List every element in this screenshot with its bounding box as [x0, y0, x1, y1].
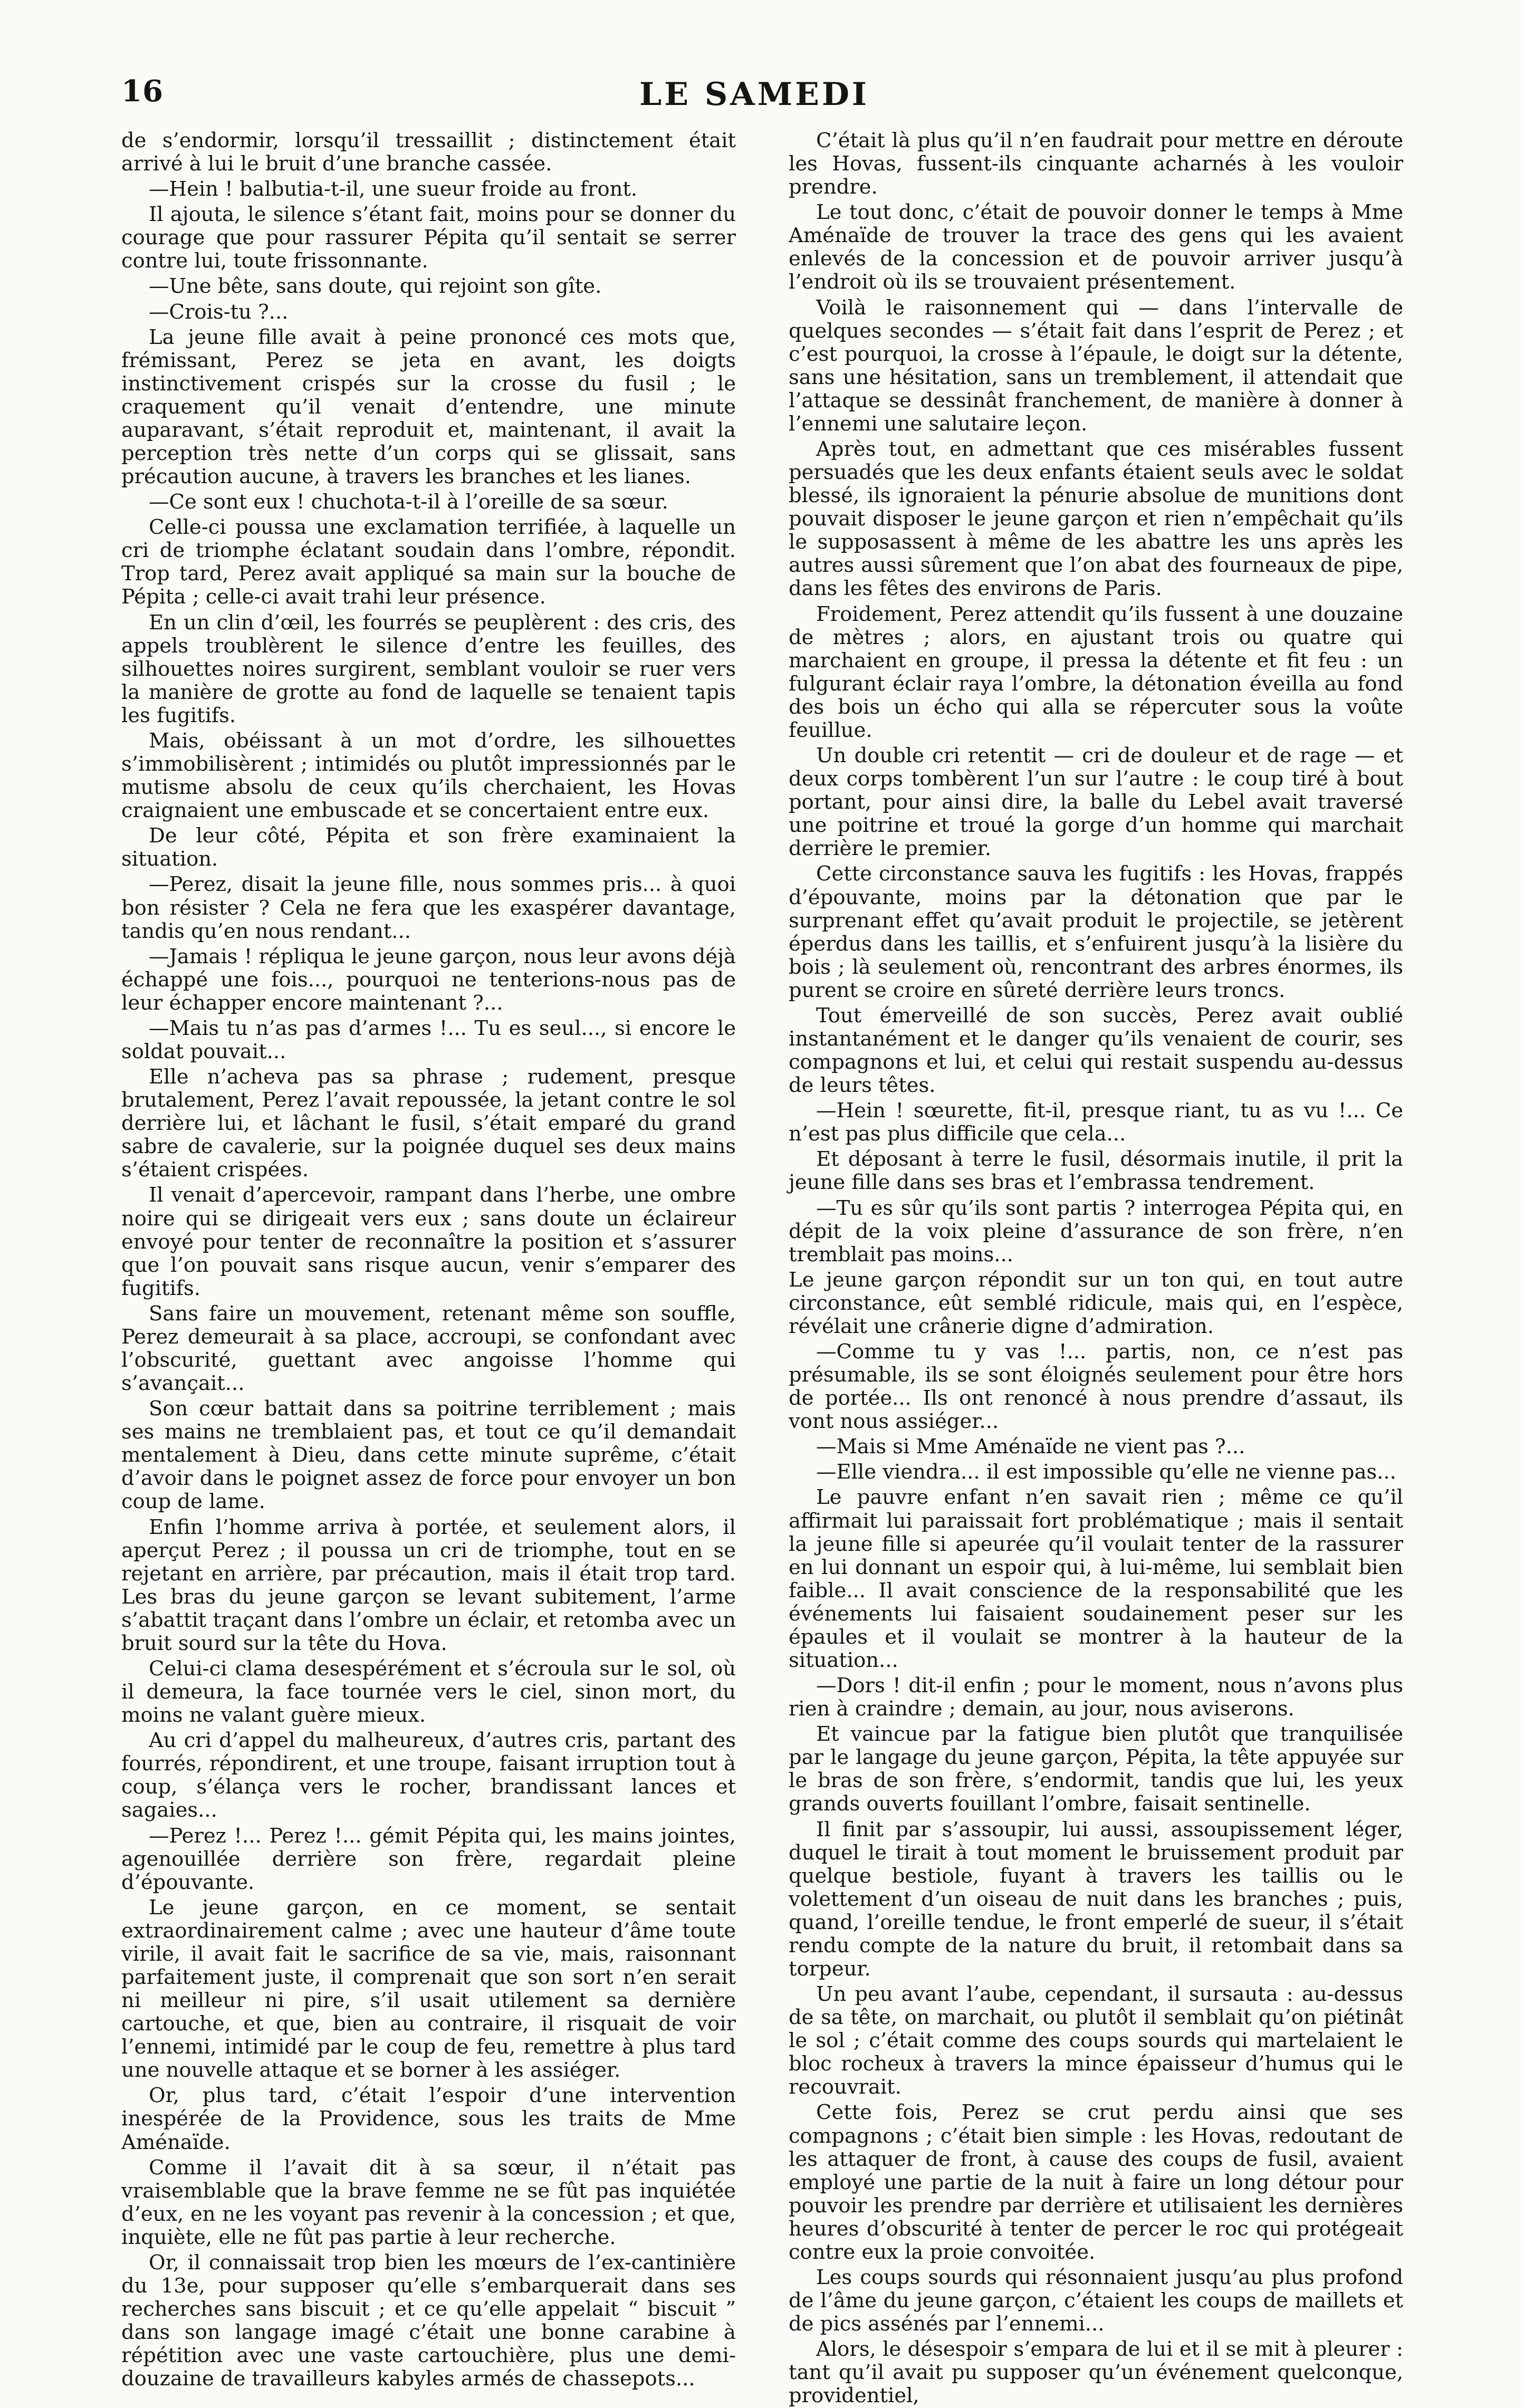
paragraph: De leur côté, Pépita et son frère examinaient la situation. — [121, 824, 736, 871]
paragraph: —Tu es sûr qu’ils sont partis ? interrogea Pépita qui, en dépit de la voix pleine d’assurance de son frère, n’en tremblait pas moins... — [789, 1196, 1403, 1267]
paragraph: Il finit par s’assoupir, lui aussi, assoupissement léger, duquel le tirait à tout moment le bruissement produit par quelque bestiole, fuyant à travers les taillis ou le volettement d’un oiseau de nuit dans les branches ; puis, quand, l’oreille tendue, le front emperlé de sueur, il s’était rendu compte de la nature du bruit, il retombait dans sa torpeur. — [789, 1817, 1403, 1981]
paragraph: Le pauvre enfant n’en savait rien ; même ce qu’il affirmait lui paraissait fort problématique ; mais il sentait la jeune fille si apeurée qu’il voulait tenter de la rassurer en lui donnant un espoir qui, à lui-même, lui semblait bien faible... Il avait conscience de la responsabilité que les événements lui faisaient soudainement peser sur les épaules et il voulait se montrer à la hauteur de la situation... — [789, 1485, 1403, 1672]
paragraph: —Jamais ! répliqua le jeune garçon, nous leur avons déjà échappé une fois..., pourquoi ne tenterions-nous pas de leur échapper encore maintenant ?... — [121, 944, 736, 1015]
paragraph: Celle-ci poussa une exclamation terrifiée, à laquelle un cri de triomphe éclatant soudain dans l’ombre, répondit. Trop tard, Perez avait appliqué sa main sur la bouche de Pépita ; celle-ci avait trahi leur présence. — [121, 515, 736, 609]
paragraph: C’était là plus qu’il n’en faudrait pour mettre en déroute les Hovas, fussent-ils cinquante acharnés à les vouloir prendre. — [789, 129, 1403, 199]
paragraph: Froidement, Perez attendit qu’ils fussent à une douzaine de mètres ; alors, en ajustant trois ou quatre qui marchaient en groupe, il pressa la détente et fit feu : un fulgurant éclair raya l’ombre, la détonation éveilla au fond des bois un écho qui alla se répercuter sous la voûte feuillue. — [789, 602, 1403, 742]
paragraph: Sans faire un mouvement, retenant même son souffle, Perez demeurait à sa place, accroupi, se confondant avec l’obscurité, guettant avec angoisse l’homme qui s’avançait... — [121, 1301, 736, 1396]
paragraph: —Une bête, sans doute, qui rejoint son gîte. — [149, 274, 602, 299]
paragraph: —Comme tu y vas !... partis, non, ce n’est pas présumable, ils se sont éloignés seulement pour être hors de portée... Ils ont renoncé à nous prendre d’assaut, ils vont nous assiéger... — [789, 1339, 1403, 1434]
paragraph: Or, il connaissait trop bien les mœurs de l’ex-cantinière du 13e, pour supposer qu’elle s’embarquerait dans ses recherches sans biscuit ; et ce qu’elle appelait “ biscuit ” dans son langage imagé c’était une bonne carabine à répétition avec une vaste cartouchière, plus une demi-douzaine de travailleurs kabyles armés de chassepots... — [121, 2250, 736, 2391]
paragraph: —Perez !... Perez !... gémit Pépita qui, les mains jointes, agenouillée derrière son frère, regardait pleine d’épouvante. — [121, 1824, 736, 1894]
paragraph: Tout émerveillé de son succès, Perez avait oublié instantanément et le danger qu’ils venaient de courir, ses compagnons et lui, et celui qui restait suspendu au-dessus de leurs têtes. — [789, 1003, 1403, 1098]
paragraph: Et vaincue par la fatigue bien plutôt que tranquilisée par le langage du jeune garçon, Pépita, la tête appuyée sur le bras de son frère, s’endormit, tandis que lui, les yeux grands ouverts fouillant l’ombre, faisait sentinelle. — [789, 1722, 1403, 1816]
paragraph: —Hein ! sœurette, fit-il, presque riant, tu as vu !... Ce n’est pas plus difficile que cela... — [789, 1099, 1403, 1146]
paragraph: Mais, obéissant à un mot d’ordre, les silhouettes s’immobilisèrent ; intimidés ou plutôt impressionnés par le mutisme absolu de ceux qu’ils cherchaient, les Hovas craignaient une embuscade et se concertaient entre eux. — [121, 728, 736, 823]
paragraph: Un double cri retentit — cri de douleur et de rage — et deux corps tombèrent l’un sur l’autre : le coup tiré à bout portant, pour ainsi dire, la balle du Lebel avait traversé une poitrine et troué la gorge d’un homme qui marchait derrière le premier. — [789, 744, 1403, 861]
paragraph: Le jeune garçon répondit sur un ton qui, en tout autre circonstance, eût semblé ridicule, mais qui, en l’espèce, révélait une crânerie digne d’admiration. — [789, 1268, 1403, 1338]
paragraph: —Ce sont eux ! chuchota-t-il à l’oreille de sa sœur. — [149, 490, 668, 514]
paragraph: —Elle viendra... il est impossible qu’elle ne vienne pas... — [816, 1460, 1396, 1484]
paragraph: Enfin l’homme arriva à portée, et seulement alors, il aperçut Perez ; il poussa un cri de triomphe, tout en se rejetant en arrière, par précaution, mais il était trop tard. Les bras du jeune garçon se levant subitement, l’arme s’abattit traçant dans l’ombre un éclair, et retomba avec un bruit sourd sur la tête du Hova. — [121, 1515, 736, 1655]
paragraph: Les coups sourds qui résonnaient jusqu’au plus profond de l’âme du jeune garçon, c’étaient les coups de maillets et de pics assénés par l’ennemi... — [789, 2266, 1403, 2336]
paragraph: —Mais si Mme Aménaïde ne vient pas ?... — [816, 1435, 1245, 1459]
paragraph: Il venait d’apercevoir, rampant dans l’herbe, une ombre noire qui se dirigeait vers eux ; sans doute un éclaireur envoyé pour tenter de reconnaître la position et s’assurer que l’on pouvait sans risque aucun, venir s’emparer des fugitifs. — [121, 1183, 736, 1300]
paragraph: Après tout, en admettant que ces misérables fussent persuadés que les deux enfants étaient seuls avec le soldat blessé, ils ignoraient la pénurie absolue de munitions dont pouvait disposer le jeune garçon et rien n’empêchait qu’ils le supposassent à même de les abattre les uns après les autres aussi sûrement que l’on abat des fourneaux de pipe, dans les fêtes des environs de Paris. — [789, 437, 1403, 601]
paragraph: Voilà le raisonnement qui — dans l’intervalle de quelques secondes — s’était fait dans l’esprit de Perez ; et c’est pourquoi, la crosse à l’épaule, le doigt sur la détente, sans une hésitation, sans un tremblement, il attendait que l’attaque se dessinât franchement, de manière à donner à l’ennemi une salutaire leçon. — [789, 295, 1403, 436]
paragraph: Cette circonstance sauva les fugitifs : les Hovas, frappés d’épouvante, moins par la détonation que par le surprenant effet qu’avait produit le projectile, se jetèrent éperdus dans les taillis, et s’enfuirent jusqu’à la lisière du bois ; là seulement où, rencontrant des arbres énormes, ils purent se croire en sûreté derrière leurs troncs. — [789, 862, 1403, 1002]
paragraph: Comme il l’avait dit à sa sœur, il n’était pas vraisemblable que la brave femme ne se fût pas inquiétée d’eux, en ne les voyant pas revenir à la concession ; et que, inquiète, elle ne fût pas partie à leur recherche. — [121, 2155, 736, 2249]
paragraph: Or, plus tard, c’était l’espoir d’une intervention inespérée de la Providence, sous les traits de Mme Aménaïde. — [121, 2084, 736, 2154]
paragraph: —Perez, disait la jeune fille, nous sommes pris... à quoi bon résister ? Cela ne fera que les exaspérer davantage, tandis qu’en nous rendant... — [121, 872, 736, 943]
paragraph: —Hein ! balbutia-t-il, une sueur froide au front. — [149, 177, 638, 202]
left-column — [121, 129, 736, 2391]
paragraph: Et déposant à terre le fusil, désormais inutile, il prit la jeune fille dans ses bras et l’embrassa tendrement. — [789, 1147, 1403, 1195]
paragraph: —Crois-tu ?... — [149, 300, 289, 324]
paragraph: Un peu avant l’aube, cependant, il sursauta : au-dessus de sa tête, on marchait, ou plutôt il semblait qu’on piétinât le sol ; c’était comme des coups sourds qui martelaient le bloc rocheux à travers la mince épaisseur d’humus qui le recouvrait. — [789, 1982, 1403, 2099]
journal-title: LE SAMEDI — [639, 76, 869, 113]
paragraph: Elle n’acheva pas sa phrase ; rudement, presque brutalement, Perez l’avait repoussée, la jetant contre le sol derrière lui, et lâchant le fusil, s’était emparé du grand sabre de cavalerie, sur la poignée duquel ses deux mains s’étaient crispées. — [121, 1065, 736, 1182]
right-column — [789, 129, 1403, 2408]
paragraph: Le tout donc, c’était de pouvoir donner le temps à Mme Aménaïde de trouver la trace des gens qui les avaient enlevés de la concession et de pouvoir arriver jusqu’à l’endroit où ils se trouvaient présentement. — [789, 200, 1403, 294]
paragraph: —Mais tu n’as pas d’armes !... Tu es seul..., si encore le soldat pouvait... — [121, 1016, 736, 1063]
paragraph: —Dors ! dit-il enfin ; pour le moment, nous n’avons plus rien à craindre ; demain, au jour, nous aviserons. — [789, 1674, 1403, 1721]
paragraph: La jeune fille avait à peine prononcé ces mots que, frémissant, Perez se jeta en avant, les doigts instinctivement crispés sur la crosse du fusil ; le craquement qu’il venait d’entendre, une minute auparavant, s’était reproduit et, maintenant, il avait la perception très nette d’un corps qui se glissait, sans précaution aucune, à travers les branches et les lianes. — [121, 325, 736, 489]
paragraph: En un clin d’œil, les fourrés se peuplèrent : des cris, des appels troublèrent le silence d’entre les feuilles, des silhouettes noires surgirent, semblant vouloir se ruer vers la manière de grotte au fond de laquelle se tenaient tapis les fugitifs. — [121, 610, 736, 727]
page-header — [121, 74, 1387, 121]
paragraph: Au cri d’appel du malheureux, d’autres cris, partant des fourrés, répondirent, et une troupe, faisant irruption tout à coup, s’élança vers le rocher, brandissant lances et sagaies... — [121, 1729, 736, 1822]
paragraph: Le jeune garçon, en ce moment, se sentait extraordinairement calme ; avec une hauteur d’âme toute virile, il avait fait le sacrifice de sa vie, mais, raisonnant parfaitement juste, il comprenait que son sort n’en serait ni meilleur ni pire, s’il usait utilement sa dernière cartouche, et que, bien au contraire, il risquait de voir l’ennemi, intimidé par le coup de feu, remettre à plus tard une nouvelle attaque et se borner à les assiéger. — [121, 1895, 736, 2083]
paragraph: Cette fois, Perez se crut perdu ainsi que ses compagnons ; c’était bien simple : les Hovas, redoutant de les attaquer de front, à cause des coups de fusil, avaient employé une partie de la nuit à faire un long détour pour pouvoir les prendre par derrière et utilisaient les dernières heures d’obscurité à tenter de percer le roc qui protégeait contre eux la proie convoitée. — [789, 2100, 1403, 2264]
page-number: 16 — [121, 74, 164, 109]
paragraph: de s’endormir, lorsqu’il tressaillit ; distinctement était arrivé à lui le bruit d’une branche cassée. — [121, 129, 736, 176]
paragraph: Son cœur battait dans sa poitrine terriblement ; mais ses mains ne tremblaient pas, et tout ce qu’il demandait mentalement à Dieu, dans cette minute suprême, c’était d’avoir dans le poignet assez de force pour envoyer un bon coup de lame. — [121, 1397, 736, 1514]
paragraph: Il ajouta, le silence s’étant fait, moins pour se donner du courage que pour rassurer Pépita qu’il sentait se serrer contre lui, toute frissonnante. — [121, 203, 736, 273]
paragraph: Celui-ci clama desespérément et s’écroula sur le sol, où il demeura, la face tournée vers le ciel, sinon mort, du moins ne valant guère mieux. — [121, 1657, 736, 1728]
paragraph: Alors, le désespoir s’empara de lui et il se mit à pleurer : tant qu’il avait pu supposer qu’un événement quelconque, providentiel, — [789, 2337, 1403, 2408]
